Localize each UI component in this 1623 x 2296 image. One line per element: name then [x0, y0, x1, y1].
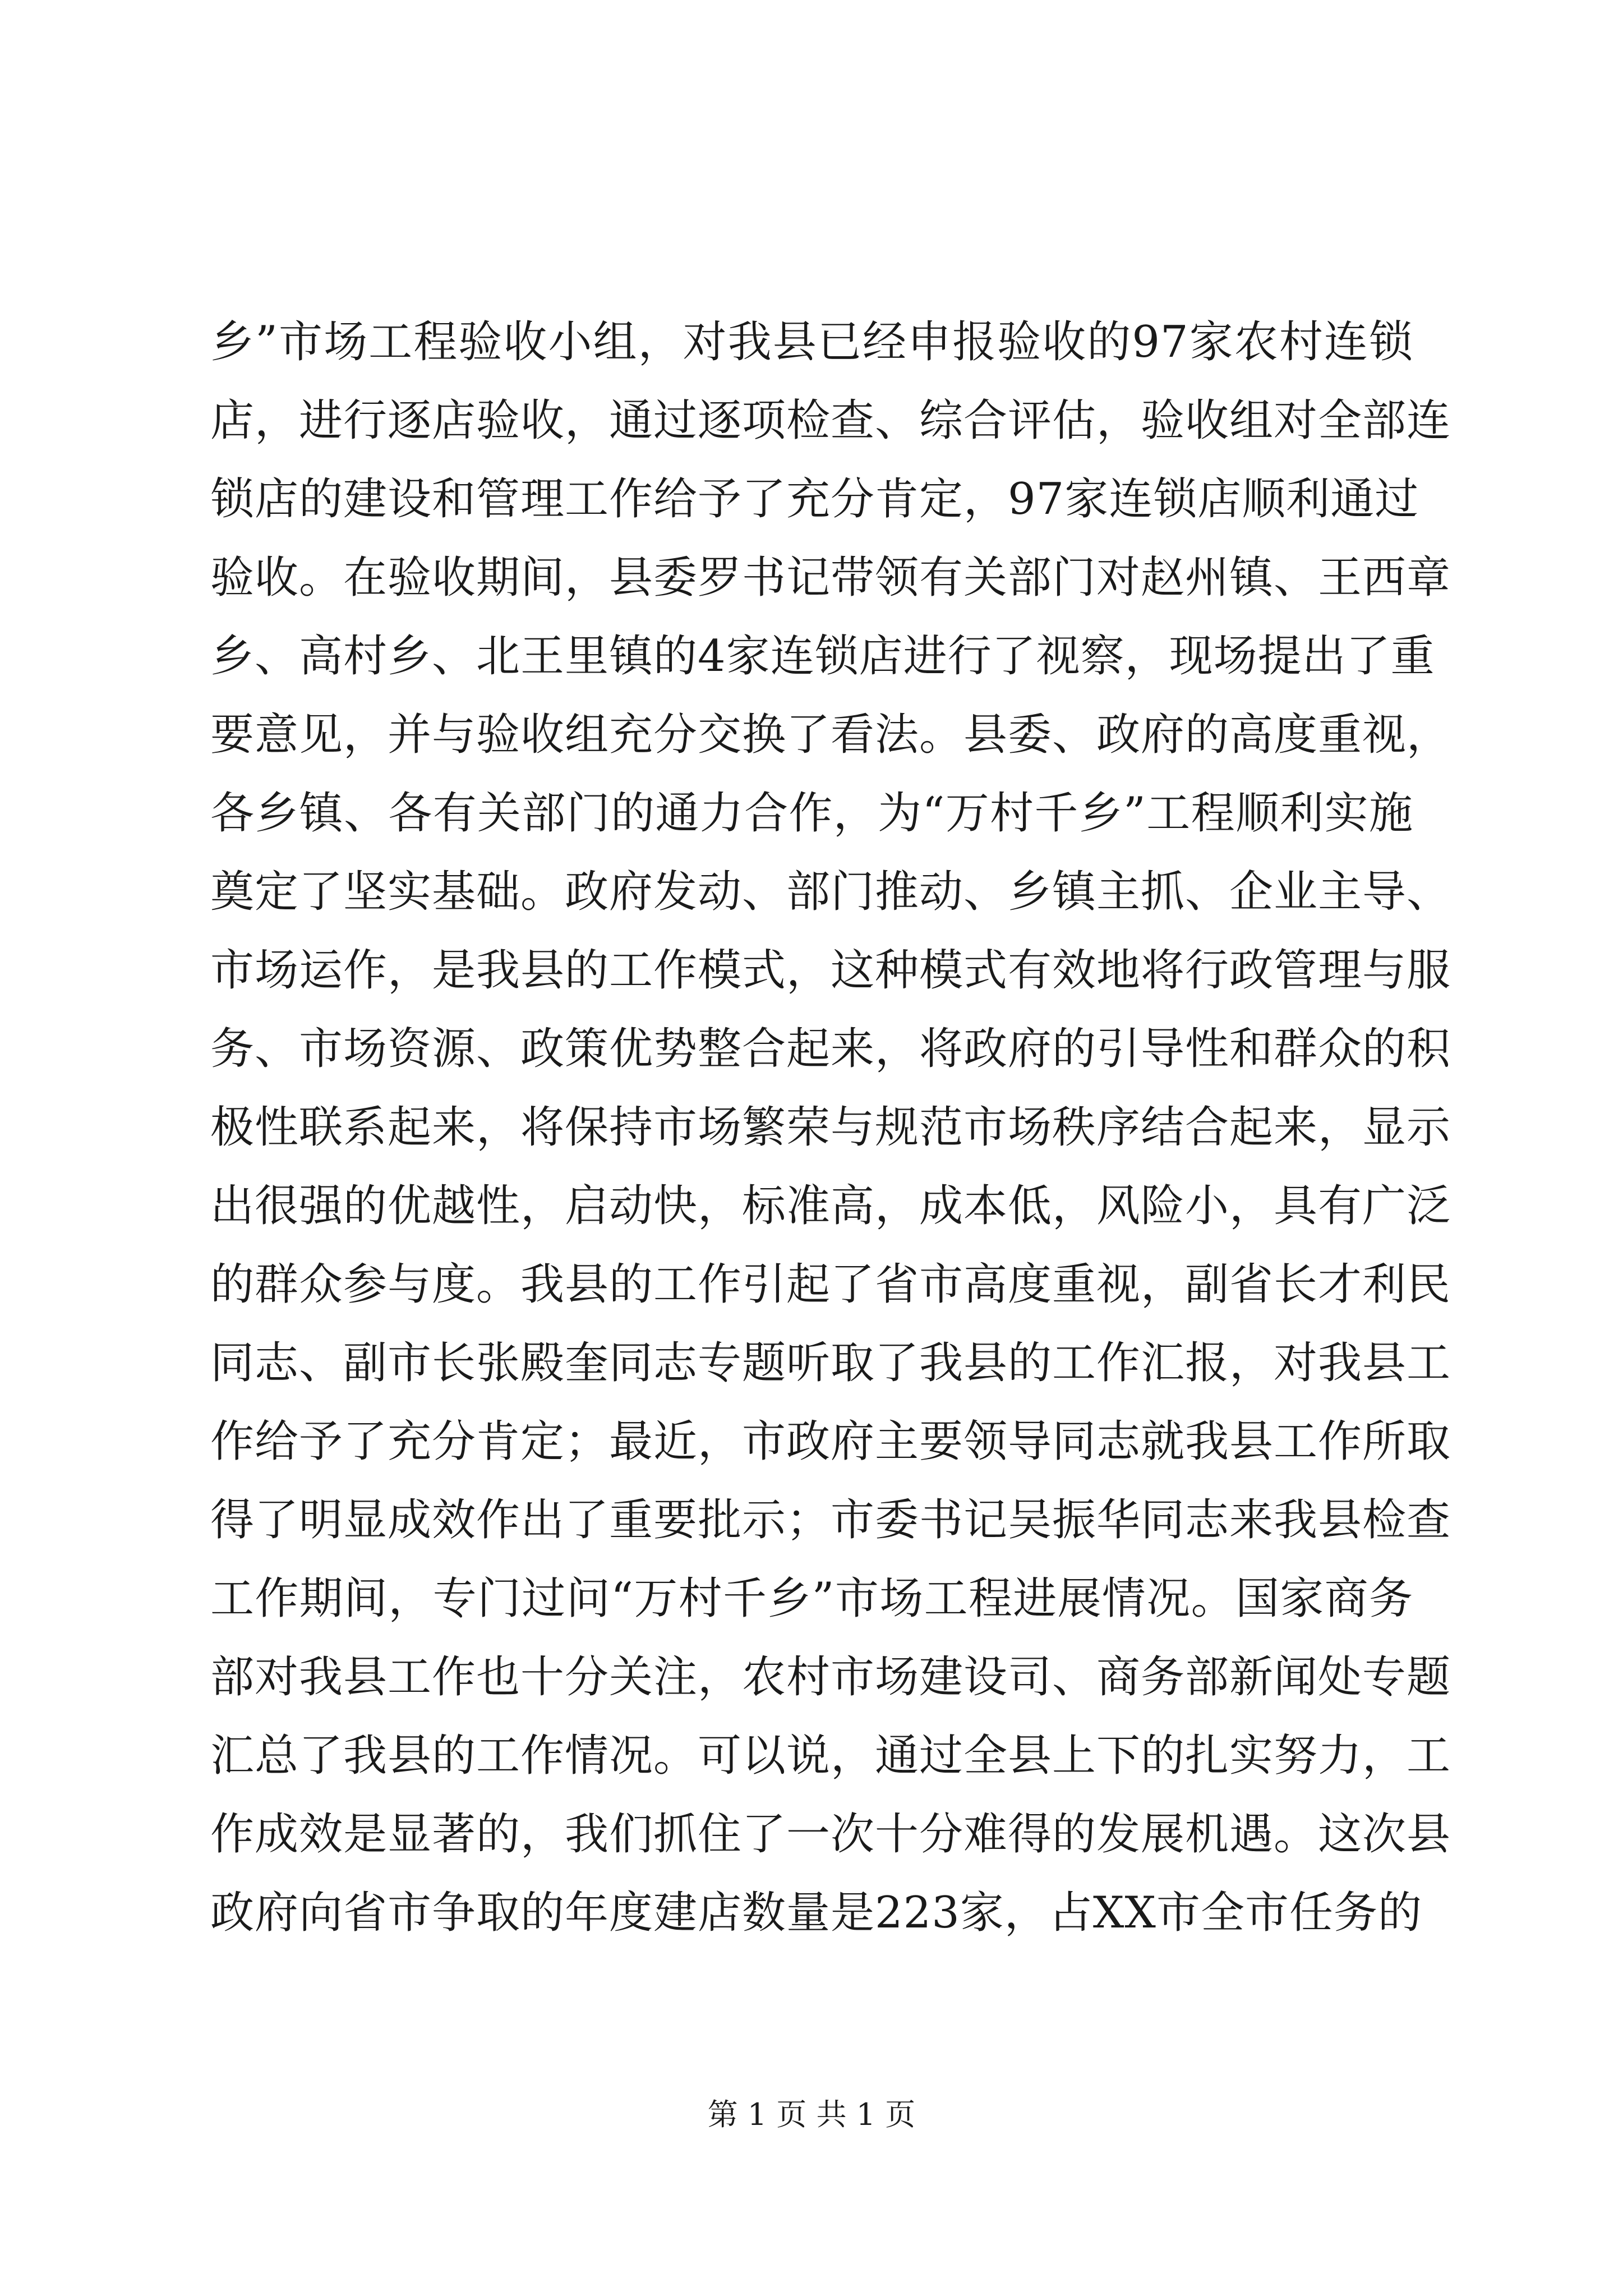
text-line: 验收。在验收期间，县委罗书记带领有关部门对赵州镇、王西章: [210, 553, 1451, 603]
page-footer: [0, 2092, 1623, 2137]
text-line: 汇总了我县的工作情况。可以说，通过全县上下的扎实努力，工: [210, 1731, 1451, 1781]
text-line: 作给予了充分肯定；最近，市政府主要领导同志就我县工作所取: [210, 1416, 1451, 1467]
text-line: 出很强的优越性，启动快，标准高，成本低，风险小，具有广泛: [210, 1181, 1451, 1231]
page-number-label: 第 1 页 共 1 页: [707, 2097, 916, 2132]
text-line: 的群众参与度。我县的工作引起了省市高度重视，副省长才利民: [210, 1259, 1451, 1310]
text-line: 政府向省市争取的年度建店数量是223家，占XX市全市任务的: [210, 1888, 1422, 1938]
text-line: 乡”市场工程验收小组，对我县已经申报验收的97家农村连锁: [210, 317, 1413, 367]
text-line: 极性联系起来，将保持市场繁荣与规范市场秩序结合起来，显示: [210, 1102, 1451, 1153]
text-line: 务、市场资源、政策优势整合起来，将政府的引导性和群众的积: [210, 1024, 1451, 1074]
text-line: 得了明显成效作出了重要批示；市委书记吴振华同志来我县检查: [210, 1495, 1451, 1545]
body-paragraph: [210, 303, 1451, 1952]
text-line: 部对我县工作也十分关注，农村市场建设司、商务部新闻处专题: [210, 1652, 1451, 1703]
text-line: 店，进行逐店验收，通过逐项检查、综合评估，验收组对全部连: [210, 395, 1451, 446]
text-line: 乡、高村乡、北王里镇的4家连锁店进行了视察，现场提出了重: [210, 631, 1435, 682]
text-line: 各乡镇、各有关部门的通力合作，为“万村千乡”工程顺利实施: [210, 788, 1413, 839]
text-line: 锁店的建设和管理工作给予了充分肯定，97家连锁店顺利通过: [210, 474, 1419, 524]
text-line: 要意见，并与验收组充分交换了看法。县委、政府的高度重视，: [210, 710, 1451, 760]
text-line: 市场运作，是我县的工作模式，这种模式有效地将行政管理与服: [210, 945, 1451, 996]
text-line: 同志、副市长张殿奎同志专题听取了我县的工作汇报，对我县工: [210, 1338, 1451, 1388]
text-line: 工作期间，专门过问“万村千乡”市场工程进展情况。国家商务: [210, 1573, 1413, 1624]
text-line: 作成效是显著的，我们抓住了一次十分难得的发展机遇。这次县: [210, 1809, 1451, 1860]
text-line: 奠定了坚实基础。政府发动、部门推动、乡镇主抓、企业主导、: [210, 867, 1451, 917]
